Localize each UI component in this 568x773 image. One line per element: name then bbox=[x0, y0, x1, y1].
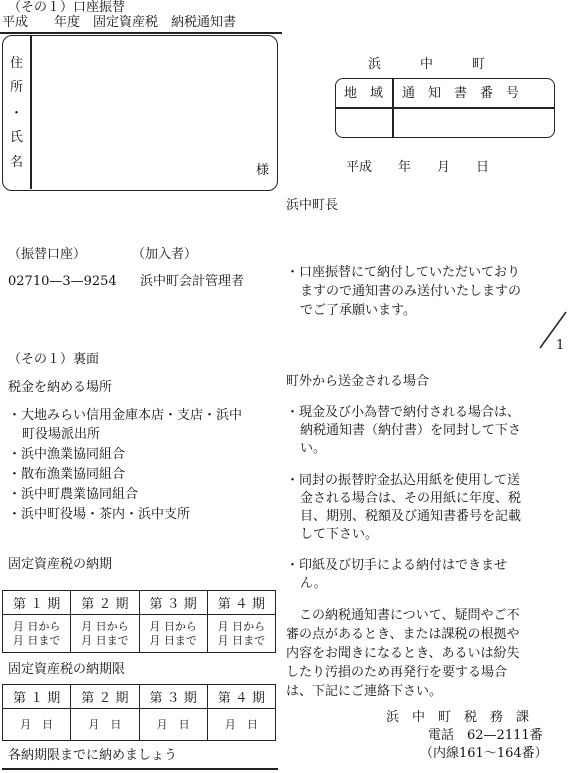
period-from: 月 日から bbox=[149, 619, 197, 633]
account-member: 浜中町会計管理者 bbox=[140, 274, 245, 289]
inquiry-line: したり汚損のため再発行を要する場合 bbox=[286, 665, 508, 680]
notice-number-header: 通 知 書 番 号 bbox=[402, 86, 520, 101]
deadline-table bbox=[2, 684, 276, 741]
place-item: ・浜中町農業協同組合 bbox=[8, 487, 139, 502]
issue-date: 平成 年 月 日 bbox=[346, 160, 490, 175]
period-range-cell bbox=[71, 615, 139, 653]
department-extension: （内線161〜164番） bbox=[420, 746, 548, 761]
page-marker: 1 bbox=[556, 338, 565, 353]
issuer: 浜中町長 bbox=[286, 198, 339, 213]
address-label-char: ・ bbox=[10, 106, 24, 121]
remit-item-line: ・印紙及び切手による納付はできませ bbox=[286, 558, 508, 573]
payment-periods-table bbox=[2, 590, 276, 653]
period-to: 月 日まで bbox=[81, 633, 129, 647]
footer-underline bbox=[2, 768, 278, 770]
remit-title: 町外から送金される場合 bbox=[286, 374, 430, 389]
period-from: 月 日から bbox=[217, 619, 266, 633]
remit-item-line: ・現金及び小為替で納付される場合は、 bbox=[286, 405, 521, 420]
deadline-cell: 月 日 bbox=[3, 709, 71, 741]
place-item: ・散布漁業協同組合 bbox=[8, 467, 126, 482]
remit-item-line: ん。 bbox=[300, 576, 327, 591]
deadline-header: 第 ４ 期 bbox=[207, 685, 275, 709]
title-underline bbox=[0, 32, 282, 34]
period-from: 月 日から bbox=[12, 619, 61, 633]
deadline-header: 第 ３ 期 bbox=[139, 685, 207, 709]
remit-item-line: 納税通知書（納付書）を同封して下さ bbox=[300, 423, 522, 438]
periods-title: 固定資産税の納期 bbox=[8, 557, 113, 572]
period-range-cell bbox=[207, 615, 275, 653]
period-header: 第 １ 期 bbox=[3, 591, 71, 615]
remit-item-line: して下さい。 bbox=[300, 527, 379, 542]
period-from: 月 日から bbox=[81, 619, 129, 633]
address-divider bbox=[30, 36, 32, 189]
deadline-cell: 月 日 bbox=[71, 709, 139, 741]
remit-item-line: 目、期別、税額及び通知書番号を記載 bbox=[300, 509, 522, 524]
period-range-cell bbox=[139, 615, 207, 653]
deadline-header: 第 ２ 期 bbox=[71, 685, 139, 709]
remit-item-line: ・同封の振替貯金払込用紙を使用して送 bbox=[286, 473, 521, 488]
place-item: ・浜中漁業協同組合 bbox=[8, 447, 126, 462]
department-phone: 電話 62—2111番 bbox=[428, 728, 543, 743]
transfer-note-line: ・口座振替にて納付していただいており bbox=[286, 265, 521, 280]
deadline-cell: 月 日 bbox=[139, 709, 207, 741]
back-label: （その１）裏面 bbox=[8, 352, 100, 367]
honorific-suffix: 様 bbox=[256, 163, 270, 178]
period-header: 第 ４ 期 bbox=[207, 591, 275, 615]
period-to: 月 日まで bbox=[12, 633, 61, 647]
address-label-char: 氏 bbox=[10, 130, 24, 145]
period-header: 第 ２ 期 bbox=[71, 591, 139, 615]
transfer-note-line: ますので通知書のみ送付いたしますの bbox=[300, 284, 522, 299]
deadline-title: 固定資産税の納期限 bbox=[8, 662, 126, 677]
places-title: 税金を納める場所 bbox=[8, 380, 113, 395]
address-label-char: 名 bbox=[10, 155, 24, 170]
account-number: 02710—3—9254 bbox=[8, 274, 117, 289]
deadline-header: 第 １ 期 bbox=[3, 685, 71, 709]
address-box bbox=[2, 35, 278, 191]
place-item: 町役場派出所 bbox=[22, 427, 101, 442]
address-label-char: 住 bbox=[10, 56, 24, 71]
document-title: 平成 年度 固定資産税 納税通知書 bbox=[2, 15, 237, 30]
deadline-cell: 月 日 bbox=[207, 709, 275, 741]
remit-item-line: 金される場合は、その用紙に年度、税 bbox=[300, 491, 522, 506]
member-label: （加入者） bbox=[132, 247, 198, 262]
notice-box-col-line bbox=[392, 79, 394, 137]
remit-item-line: い。 bbox=[300, 441, 327, 456]
period-to: 月 日まで bbox=[149, 633, 197, 647]
place-item: ・浜中町役場・茶内・浜中支所 bbox=[8, 507, 191, 522]
region-header: 地 域 bbox=[344, 86, 384, 101]
town-name: 浜 中 町 bbox=[368, 57, 486, 72]
part-label: （その１）口座振替 bbox=[8, 0, 126, 15]
footer-note: 各納期限までに納めましょう bbox=[8, 748, 178, 763]
account-label: （振替口座） bbox=[8, 247, 87, 262]
period-to: 月 日まで bbox=[217, 633, 266, 647]
address-label-char: 所 bbox=[10, 80, 24, 95]
inquiry-line: 審の点があるとき、または課税の根拠や bbox=[286, 627, 520, 642]
notice-box-row-line bbox=[336, 107, 554, 109]
transfer-note-line: でご了承願います。 bbox=[300, 303, 416, 318]
inquiry-line: は、下記にご連絡下さい。 bbox=[286, 684, 443, 699]
tax-department: 浜 中 町 税 務 課 bbox=[386, 710, 530, 725]
inquiry-line: この納税通知書について、疑問やご不 bbox=[286, 608, 520, 623]
inquiry-line: 内容をお聞きになるとき、あるいは紛失 bbox=[286, 646, 520, 661]
place-item: ・大地みらい信用金庫本店・支店・浜中 bbox=[8, 408, 243, 423]
period-range-cell bbox=[3, 615, 71, 653]
period-header: 第 ３ 期 bbox=[139, 591, 207, 615]
